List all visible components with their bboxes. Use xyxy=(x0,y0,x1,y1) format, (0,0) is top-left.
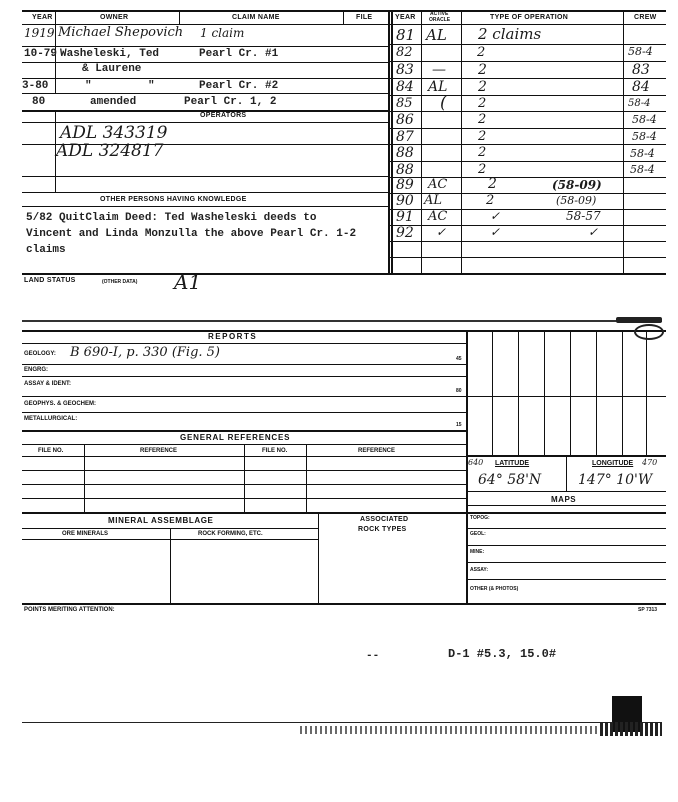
owner-row-4-owner: " xyxy=(85,80,92,92)
op-row-10-active: AC xyxy=(428,177,448,192)
divider-line xyxy=(22,320,662,322)
op-row-11-type: 2 xyxy=(486,193,495,208)
maps-mine: MINE: xyxy=(470,549,485,555)
op-row-9-crew: 58-4 xyxy=(630,163,655,176)
header-active: ACTIVE xyxy=(430,11,449,17)
header-crew: CREW xyxy=(634,14,657,21)
general-references-title: GENERAL REFERENCES xyxy=(180,433,291,442)
ore-minerals-label: ORE MINERALS xyxy=(62,531,109,537)
op-row-11-active: AL xyxy=(424,193,443,208)
geology-label: GEOLOGY: xyxy=(24,351,56,357)
metallurgical-label: METALLURGICAL: xyxy=(24,416,78,422)
footer-code: D-1 #5.3, 15.0# xyxy=(448,647,557,661)
reports-col-number-3: 15 xyxy=(456,422,462,428)
rock-forming-label: ROCK FORMING, ETC. xyxy=(198,531,263,537)
owner-row-5-owner: amended xyxy=(90,96,137,108)
other-persons-line-1: 5/82 QuitClaim Deed: Ted Washeleski deeds to xyxy=(26,212,317,224)
points-meriting-attention-label: POINTS MERITING ATTENTION: xyxy=(24,607,115,613)
associated-label: ASSOCIATED xyxy=(360,516,409,523)
longitude-value: 147° 10'W xyxy=(578,472,653,488)
operators-title: OPERATORS xyxy=(200,112,247,119)
header-year-2: YEAR xyxy=(395,14,416,21)
owner-row-5-year: 80 xyxy=(32,96,46,108)
other-persons-line-2: Vincent and Linda Monzulla the above Pearl Cr. 1-2 xyxy=(26,228,357,240)
engrg-label: ENGRG: xyxy=(24,367,48,373)
op-row-12-type: ✓ xyxy=(490,209,501,223)
op-row-3-type: 2 xyxy=(478,62,487,78)
ink-mark-icon xyxy=(634,324,664,340)
assay-ident-label: ASSAY & IDENT: xyxy=(24,381,72,387)
owner-row-2-year: 10-79 xyxy=(24,48,58,60)
owner-row-3-owner: & Laurene xyxy=(82,63,142,75)
header-owner: OWNER xyxy=(100,14,129,21)
op-row-6-type: 2 xyxy=(478,112,487,127)
other-persons-title: OTHER PERSONS HAVING KNOWLEDGE xyxy=(100,196,247,203)
header-claim-name: CLAIM NAME xyxy=(232,14,280,21)
maps-geol: GEOL: xyxy=(470,531,486,537)
op-row-10-type: 2 xyxy=(488,176,497,192)
op-row-6-crew: 58-4 xyxy=(632,113,657,126)
longitude-label: LONGITUDE xyxy=(592,460,634,467)
op-row-12-year: 91 xyxy=(396,209,414,225)
op-row-1-year: 81 xyxy=(396,26,416,44)
op-row-3-crew: 83 xyxy=(632,62,650,78)
op-row-7-type: 2 xyxy=(478,129,487,144)
op-row-13-type: ✓ xyxy=(490,225,501,239)
op-row-7-year: 87 xyxy=(396,129,414,145)
lat-prefix: 640 xyxy=(468,458,484,467)
owner-row-1-owner: Michael Shepovich xyxy=(58,25,184,40)
op-row-3-active: — xyxy=(432,62,446,78)
other-persons-line-3: claims xyxy=(26,244,66,256)
op-row-11-year: 90 xyxy=(396,193,414,209)
mineral-assemblage-title: MINERAL ASSEMBLAGE xyxy=(108,516,214,525)
op-row-6-year: 86 xyxy=(396,112,414,128)
owner-row-4-mid: " xyxy=(148,80,155,92)
bottom-scan-line xyxy=(22,722,662,723)
op-row-3-year: 83 xyxy=(396,62,414,78)
operator-entry-1: ADL 343319 xyxy=(60,123,168,143)
operator-entry-2: ADL 324817 xyxy=(56,141,164,161)
op-row-4-year: 84 xyxy=(396,79,414,95)
op-row-5-crew: 58-4 xyxy=(628,98,651,109)
owner-row-1-year: 1919 xyxy=(24,26,55,40)
reports-col-number-2: 80 xyxy=(456,388,462,394)
ref-col-reference-1: REFERENCE xyxy=(140,448,178,454)
land-status-value: A1 xyxy=(174,270,202,294)
op-row-13-active: ✓ xyxy=(436,225,447,239)
op-row-4-crew: 84 xyxy=(632,79,650,95)
op-row-7-crew: 58-4 xyxy=(632,130,657,143)
owner-row-2-claim: Pearl Cr. #1 xyxy=(199,48,279,60)
op-row-2-crew: 58-4 xyxy=(628,45,653,58)
land-status-sub: (OTHER DATA) xyxy=(102,279,138,285)
reports-col-number-1: 45 xyxy=(456,356,462,362)
op-row-10-crew: (58-09) xyxy=(552,178,602,192)
op-row-4-type: 2 xyxy=(478,79,487,95)
op-row-2-type: 2 xyxy=(477,45,486,60)
header-year: YEAR xyxy=(32,14,53,21)
op-row-5-active: ( xyxy=(440,93,447,113)
ref-col-file-no-1: FILE NO. xyxy=(38,448,64,454)
latitude-value: 64° 58'N xyxy=(478,472,542,488)
form-number: SP 7313 xyxy=(638,607,658,613)
op-row-8-crew: 58-4 xyxy=(630,147,655,160)
land-status-label: LAND STATUS xyxy=(24,277,76,284)
geophys-label: GEOPHYS. & GEOCHEM: xyxy=(24,401,97,407)
op-row-10-year: 89 xyxy=(396,177,414,193)
rock-types-label: ROCK TYPES xyxy=(358,526,407,533)
op-row-12-active: AC xyxy=(428,209,448,224)
scan-noise-right xyxy=(600,722,662,736)
geology-value: B 690-I, p. 330 (Fig. 5) xyxy=(70,345,221,360)
op-row-1-active: AL xyxy=(426,26,447,44)
maps-other-photos: OTHER (& PHOTOS) xyxy=(470,586,519,592)
owner-row-2-owner: Washeleski, Ted xyxy=(60,48,160,60)
ink-smudge xyxy=(616,317,662,323)
owner-row-4-claim: Pearl Cr. #2 xyxy=(199,80,279,92)
header-file: FILE xyxy=(356,14,373,21)
op-row-5-type: 2 xyxy=(478,96,487,111)
scan-noise xyxy=(300,726,600,734)
header-oracle: ORACLE xyxy=(429,17,451,23)
ref-col-reference-2: REFERENCE xyxy=(358,448,396,454)
ref-col-file-no-2: FILE NO. xyxy=(262,448,288,454)
maps-title: MAPS xyxy=(551,495,577,504)
op-row-13-year: 92 xyxy=(396,225,414,241)
maps-topog: TOPOG: xyxy=(470,515,490,521)
op-row-13-crew: ✓ xyxy=(588,225,599,239)
owner-row-5-claim: Pearl Cr. 1, 2 xyxy=(184,96,277,108)
header-type-of-operation: TYPE OF OPERATION xyxy=(490,14,569,21)
op-row-11-crew: (58-09) xyxy=(556,194,597,207)
op-row-8-type: 2 xyxy=(478,145,487,160)
op-row-8-year: 88 xyxy=(396,145,414,161)
op-row-5-year: 85 xyxy=(396,96,413,111)
op-row-9-year: 88 xyxy=(396,162,414,178)
maps-assay: ASSAY: xyxy=(470,567,489,573)
latitude-label: LATITUDE xyxy=(495,460,530,467)
op-row-1-type: 2 claims xyxy=(478,25,542,43)
owner-row-1-claim: 1 claim xyxy=(200,26,245,40)
owner-row-4-year: 3-80 xyxy=(22,80,49,92)
op-row-12-crew: 58-57 xyxy=(566,209,601,223)
op-row-4-active: AL xyxy=(428,79,448,95)
reports-title: REPORTS xyxy=(208,332,258,341)
op-row-2-year: 82 xyxy=(396,45,413,60)
op-row-9-type: 2 xyxy=(478,162,487,177)
lon-prefix: 470 xyxy=(642,458,658,467)
footer-dash: -- xyxy=(366,650,380,662)
